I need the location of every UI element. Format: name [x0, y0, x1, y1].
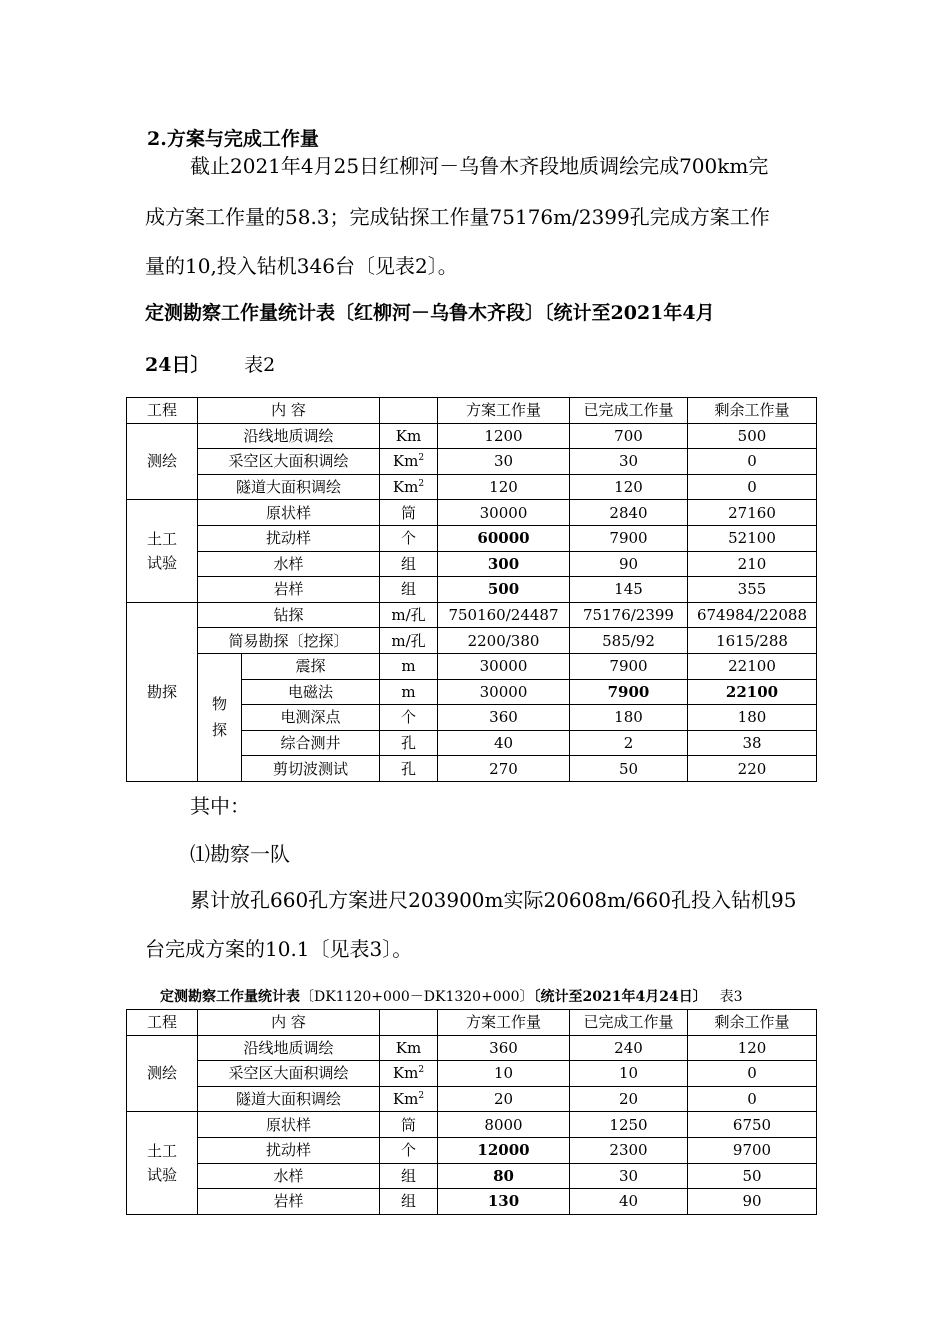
row-remaining: 674984/22088 [688, 602, 817, 628]
section-heading: 2.方案与完成工作量 [147, 128, 319, 150]
header-plan: 方案工作量 [438, 398, 570, 424]
row-done: 240 [570, 1035, 688, 1061]
row-remaining: 27160 [688, 500, 817, 526]
row-plan: 300 [438, 551, 570, 577]
row-unit: 个 [380, 705, 438, 731]
row-unit: m [380, 679, 438, 705]
row-plan: 270 [438, 756, 570, 782]
table-row [127, 1163, 817, 1189]
row-item: 简易勘探〔挖探〕 [198, 628, 380, 654]
header-unit [380, 1010, 438, 1036]
table-row [127, 628, 817, 654]
row-unit: 组 [380, 551, 438, 577]
table-row [127, 525, 817, 551]
row-item: 采空区大面积调绘 [198, 1061, 380, 1087]
row-remaining: 90 [688, 1189, 817, 1215]
row-unit: 筒 [380, 500, 438, 526]
row-done: 1250 [570, 1112, 688, 1138]
row-item: 原状样 [198, 1112, 380, 1138]
table-row [127, 551, 817, 577]
table-row [127, 1189, 817, 1215]
row-item: 综合测井 [242, 730, 380, 756]
row-done: 180 [570, 705, 688, 731]
row-done: 7900 [570, 525, 688, 551]
table-row [127, 423, 817, 449]
row-done: 2300 [570, 1137, 688, 1163]
table-row [127, 1061, 817, 1087]
row-remaining: 500 [688, 423, 817, 449]
row-plan: 10 [438, 1061, 570, 1087]
row-plan: 750160/24487 [438, 602, 570, 628]
row-remaining: 52100 [688, 525, 817, 551]
table2-header-row [127, 398, 817, 424]
row-unit: m [380, 653, 438, 679]
table2-title-line-1: 定测勘察工作量统计表〔红柳河－乌鲁木齐段〕〔统计至2021年4月 [145, 302, 715, 324]
table3 [126, 1009, 817, 1215]
row-unit: m/孔 [380, 628, 438, 654]
middle-line-2: 台完成方案的10.1〔见表3〕。 [145, 937, 413, 961]
row-plan: 2200/380 [438, 628, 570, 654]
team-1-label: ⑴勘察一队 [190, 842, 290, 866]
table-row [127, 500, 817, 526]
row-unit: 个 [380, 1137, 438, 1163]
table3-header-row [127, 1010, 817, 1036]
row-unit: 组 [380, 1163, 438, 1189]
row-plan: 360 [438, 705, 570, 731]
row-item: 隧道大面积调绘 [198, 474, 380, 500]
header-done: 已完成工作量 [570, 398, 688, 424]
header-content: 内 容 [198, 1010, 380, 1036]
row-unit: 组 [380, 577, 438, 603]
row-item: 沿线地质调绘 [198, 1035, 380, 1061]
row-plan: 120 [438, 474, 570, 500]
row-plan: 60000 [438, 525, 570, 551]
row-unit: Km [380, 1035, 438, 1061]
row-unit: Km$^2$ [380, 1086, 438, 1112]
table-row [127, 653, 817, 679]
table2 [126, 397, 817, 782]
row-unit: 孔 [380, 730, 438, 756]
row-item: 沿线地质调绘 [198, 423, 380, 449]
row-plan: 30000 [438, 653, 570, 679]
row-remaining: 0 [688, 1086, 817, 1112]
row-plan: 30000 [438, 679, 570, 705]
row-done: 2 [570, 730, 688, 756]
row-done: 585/92 [570, 628, 688, 654]
among-label: 其中： [190, 794, 250, 818]
table3-title [160, 986, 743, 1006]
table3-title-main: 定测勘察工作量统计表 [160, 989, 300, 1005]
row-unit: 组 [380, 1189, 438, 1215]
row-plan: 1200 [438, 423, 570, 449]
row-done: 120 [570, 474, 688, 500]
row-remaining: 220 [688, 756, 817, 782]
row-done: 75176/2399 [570, 602, 688, 628]
row-item: 原状样 [198, 500, 380, 526]
table2-label: 表2 [244, 354, 276, 376]
row-done: 30 [570, 1163, 688, 1189]
table3-title-date: 〔统计至2021年4月24日〕 [533, 989, 707, 1005]
row-remaining: 0 [688, 474, 817, 500]
row-done: 90 [570, 551, 688, 577]
table-row [127, 474, 817, 500]
row-remaining: 38 [688, 730, 817, 756]
row-unit: 筒 [380, 1112, 438, 1138]
table3-title-range: 〔DK1120+000－DK1320+000〕 [300, 989, 534, 1005]
group-survey: 测绘 [127, 423, 198, 500]
row-remaining: 355 [688, 577, 817, 603]
row-done: 700 [570, 423, 688, 449]
group-survey: 测绘 [127, 1035, 198, 1112]
header-content: 内 容 [198, 398, 380, 424]
row-done: 7900 [570, 679, 688, 705]
row-done: 2840 [570, 500, 688, 526]
table-row [127, 1086, 817, 1112]
row-done: 30 [570, 449, 688, 475]
row-plan: 130 [438, 1189, 570, 1215]
row-item: 剪切波测试 [242, 756, 380, 782]
row-remaining: 22100 [688, 653, 817, 679]
row-plan: 80 [438, 1163, 570, 1189]
row-done: 10 [570, 1061, 688, 1087]
row-unit: m/孔 [380, 602, 438, 628]
table-row [127, 602, 817, 628]
row-item: 震探 [242, 653, 380, 679]
row-item: 水样 [198, 1163, 380, 1189]
table2-title-line-2 [145, 350, 275, 377]
row-unit: 孔 [380, 756, 438, 782]
row-done: 50 [570, 756, 688, 782]
group-geophysics: 物 探 [198, 653, 242, 781]
table-row [127, 1112, 817, 1138]
header-unit [380, 398, 438, 424]
row-plan: 360 [438, 1035, 570, 1061]
table-row [127, 449, 817, 475]
intro-line-1: 截止2021年4月25日红柳河－乌鲁木齐段地质调绘完成700km完 [190, 154, 769, 178]
row-remaining: 50 [688, 1163, 817, 1189]
row-unit: Km$^2$ [380, 474, 438, 500]
row-item: 岩样 [198, 577, 380, 603]
row-unit: Km$^2$ [380, 449, 438, 475]
row-unit: Km [380, 423, 438, 449]
table-row [127, 1137, 817, 1163]
table-row [127, 577, 817, 603]
row-remaining: 0 [688, 1061, 817, 1087]
row-plan: 500 [438, 577, 570, 603]
table3-label: 表3 [719, 989, 743, 1005]
header-plan: 方案工作量 [438, 1010, 570, 1036]
row-remaining: 9700 [688, 1137, 817, 1163]
row-item: 扰动样 [198, 1137, 380, 1163]
row-unit: 个 [380, 525, 438, 551]
table2-title-date: 24日〕 [145, 354, 210, 376]
row-item: 电磁法 [242, 679, 380, 705]
header-project: 工程 [127, 1010, 198, 1036]
row-done: 20 [570, 1086, 688, 1112]
row-plan: 12000 [438, 1137, 570, 1163]
group-explore: 勘探 [127, 602, 198, 781]
row-remaining: 210 [688, 551, 817, 577]
table-row [127, 1035, 817, 1061]
row-unit: Km$^2$ [380, 1061, 438, 1087]
row-item: 岩样 [198, 1189, 380, 1215]
row-item: 扰动样 [198, 525, 380, 551]
row-item: 钻探 [198, 602, 380, 628]
row-remaining: 1615/288 [688, 628, 817, 654]
row-item: 采空区大面积调绘 [198, 449, 380, 475]
row-remaining: 0 [688, 449, 817, 475]
row-remaining: 22100 [688, 679, 817, 705]
row-plan: 8000 [438, 1112, 570, 1138]
middle-line-1: 累计放孔660孔方案进尺203900m实际20608m/660孔投入钻机95 [190, 888, 797, 912]
row-plan: 20 [438, 1086, 570, 1112]
row-plan: 30000 [438, 500, 570, 526]
row-plan: 40 [438, 730, 570, 756]
intro-line-3: 量的10,投入钻机346台〔见表2〕。 [145, 254, 458, 278]
row-done: 40 [570, 1189, 688, 1215]
row-plan: 30 [438, 449, 570, 475]
intro-line-2: 成方案工作量的58.3；完成钻探工作量75176m/2399孔完成方案工作 [145, 205, 770, 229]
header-remaining: 剩余工作量 [688, 1010, 817, 1036]
row-item: 电测深点 [242, 705, 380, 731]
header-remaining: 剩余工作量 [688, 398, 817, 424]
group-soil-test: 土工 试验 [127, 500, 198, 602]
row-done: 7900 [570, 653, 688, 679]
row-remaining: 6750 [688, 1112, 817, 1138]
header-done: 已完成工作量 [570, 1010, 688, 1036]
group-soil-test: 土工 试验 [127, 1112, 198, 1214]
header-project: 工程 [127, 398, 198, 424]
row-remaining: 120 [688, 1035, 817, 1061]
row-item: 隧道大面积调绘 [198, 1086, 380, 1112]
row-item: 水样 [198, 551, 380, 577]
row-remaining: 180 [688, 705, 817, 731]
row-done: 145 [570, 577, 688, 603]
